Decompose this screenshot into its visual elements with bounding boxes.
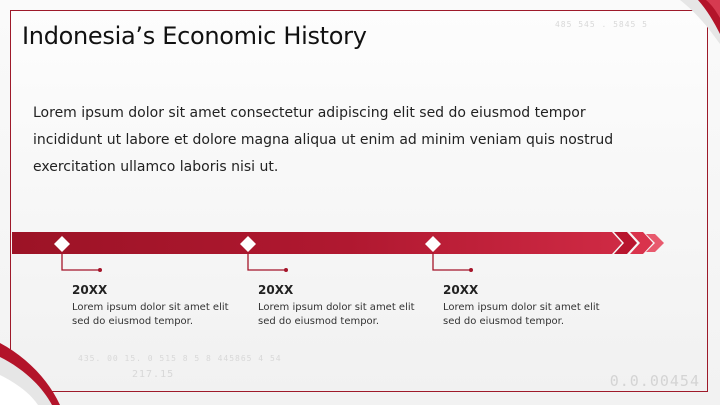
flag-ribbon-decoration: [0, 335, 90, 405]
flag-ribbon-decoration: [640, 0, 720, 80]
decor-number-bottom-left: 435. 00 15. 0 515 8 5 8 445865 4 54: [78, 354, 282, 363]
decor-number-bottom-right: 0.0.00454: [609, 372, 700, 390]
timeline-year: 20XX: [72, 283, 108, 297]
timeline-marker: [52, 234, 112, 276]
timeline-item: [72, 283, 242, 329]
slide-title: Indonesia’s Economic History: [22, 22, 367, 50]
timeline-description: Lorem ipsum dolor sit amet elit sed do eiusmod tempor.: [443, 302, 600, 327]
decor-number-bottom-left-2: 217.15: [132, 369, 175, 380]
timeline-marker: [238, 234, 298, 276]
timeline-description: Lorem ipsum dolor sit amet elit sed do eiusmod tempor.: [72, 302, 229, 327]
decor-number-top: 485 545 . 5845 5: [554, 20, 648, 29]
body-paragraph: Lorem ipsum dolor sit amet consectetur adipiscing elit sed do eiusmod tempor incididunt ut labore et dolore magna aliqua ut enim ad minim veniam quis nostrud exercitation ullamco laboris nisi ut.: [33, 105, 614, 175]
slide-frame: [10, 10, 708, 392]
timeline-year: 20XX: [443, 283, 479, 297]
timeline-marker: [423, 234, 483, 276]
timeline-year: 20XX: [258, 283, 294, 297]
timeline-description: Lorem ipsum dolor sit amet elit sed do eiusmod tempor.: [258, 302, 415, 327]
timeline-item: [443, 283, 613, 329]
timeline-item: [258, 283, 428, 329]
